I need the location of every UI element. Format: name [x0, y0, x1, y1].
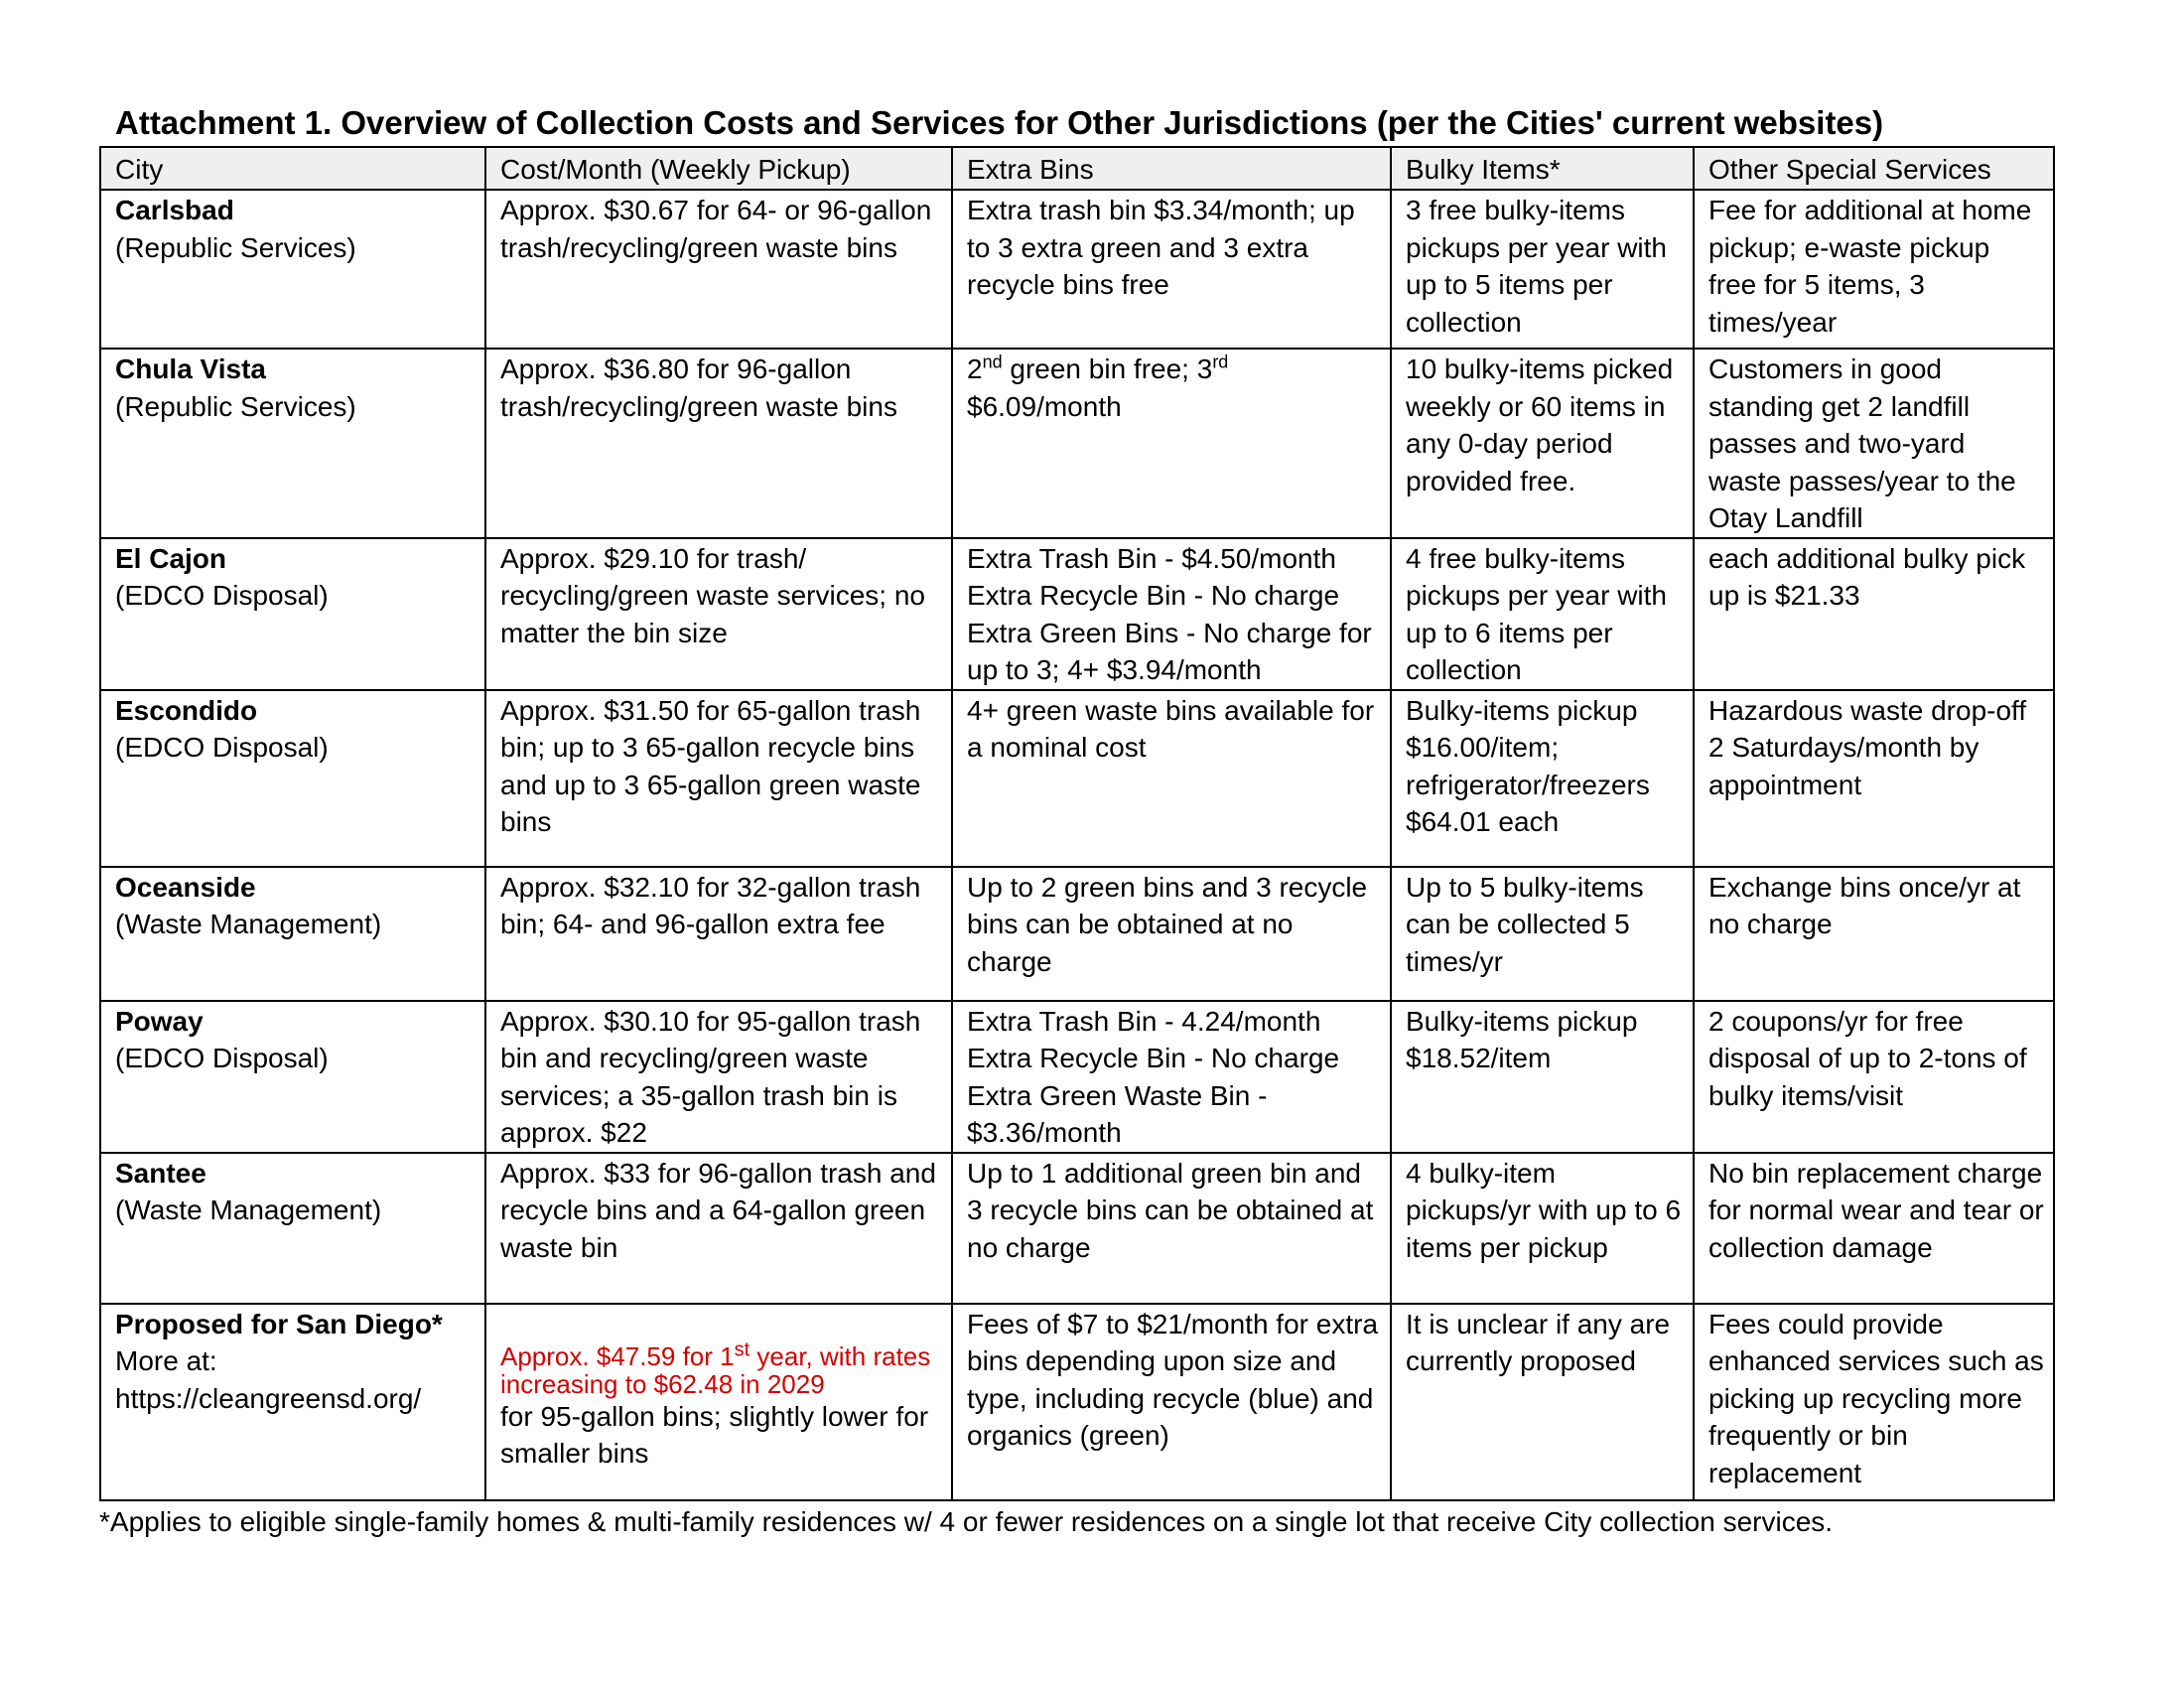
extra-bins-text: green bin free; 3 [1002, 353, 1213, 384]
table-row [100, 867, 2054, 1001]
extra-bins-line: Extra Green Waste Bin - $3.36/month [967, 1079, 1268, 1148]
bulky-items-line: refrigerator/freezers $64.01 each [1406, 769, 1650, 837]
extra-bins-cell [952, 1001, 1391, 1153]
table-row [100, 1001, 2054, 1153]
document-page [99, 103, 2053, 1539]
city-provider: (Republic Services) [115, 231, 356, 263]
city-cell [100, 190, 485, 349]
special-services-cell: Fee for additional at home pickup; e-waste pickup free for 5 items, 3 times/year [1694, 190, 2054, 349]
table-row [100, 190, 2054, 349]
table-row [100, 349, 2054, 538]
cost-cell: Approx. $32.10 for 32-gallon trash bin; 64- and 96-gallon extra fee [485, 867, 952, 1001]
bulky-items-cell: 4 bulky-item pickups/yr with up to 6 items per pickup [1391, 1153, 1694, 1304]
cost-cell: Approx. $36.80 for 96-gallon trash/recycling/green waste bins [485, 349, 952, 538]
special-services-cell: Customers in good standing get 2 landfill passes and two-yard waste passes/year to the Otay Landfill [1694, 349, 2054, 538]
city-name: El Cajon [115, 542, 227, 574]
city-cell [100, 1001, 485, 1153]
more-at-label: More at: [115, 1345, 217, 1376]
city-name: Proposed for San Diego* [115, 1308, 443, 1339]
bulky-items-cell: 3 free bulky-items pickups per year with up to 5 items per collection [1391, 190, 1694, 349]
city-name: Carlsbad [115, 195, 234, 225]
city-provider: (EDCO Disposal) [115, 580, 329, 611]
city-provider: (Republic Services) [115, 390, 356, 422]
extra-bins-line: Extra Recycle Bin - No charge [967, 1043, 1340, 1073]
collection-costs-table [99, 146, 2055, 1501]
extra-bins-line: Extra Trash Bin - $4.50/month [967, 542, 1336, 574]
extra-bins-line: Extra Recycle Bin - No charge [967, 580, 1340, 611]
cost-cell: Approx. $31.50 for 65-gallon trash bin; up to 3 65-gallon recycle bins and up to 3 65-gallon green waste bins [485, 690, 952, 867]
extra-bins-line: Extra Green Bins - No charge for up to 3; 4+ $3.94/month [967, 617, 1372, 685]
header-city: City [100, 147, 485, 190]
footnote: *Applies to eligible single-family homes & multi-family residences w/ 4 or fewer residences on a single lot that receive City collection services. [99, 1505, 1834, 1537]
city-name: Oceanside [115, 871, 256, 903]
city-name: Poway [115, 1005, 204, 1037]
city-cell [100, 1153, 485, 1304]
special-services-cell [1694, 690, 2054, 867]
city-cell [100, 690, 485, 867]
proposed-cost-text: for 95-gallon bins; slightly lower for smaller bins [500, 1400, 929, 1469]
proposed-rate-text: Approx. $47.59 for 1 [500, 1340, 735, 1371]
header-cost: Cost/Month (Weekly Pickup) [485, 147, 952, 190]
extra-bins-cell: Up to 2 green bins and 3 recycle bins can be obtained at no charge [952, 867, 1391, 1001]
bulky-items-cell [1391, 690, 1694, 867]
ordinal-suffix: rd [1212, 352, 1229, 372]
city-provider: (EDCO Disposal) [115, 732, 329, 763]
extra-bins-cell: Extra trash bin $3.34/month; up to 3 extra green and 3 extra recycle bins free [952, 190, 1391, 349]
table-row-proposed [100, 1304, 2054, 1500]
special-services-cell: No bin replacement charge for normal wear and tear or collection damage [1694, 1153, 2054, 1304]
bulky-items-cell: Up to 5 bulky-items can be collected 5 times/yr [1391, 867, 1694, 1001]
cost-cell [485, 1304, 952, 1500]
city-cell [100, 1304, 485, 1500]
city-cell [100, 538, 485, 690]
document-title: Attachment 1. Overview of Collection Costs and Services for Other Jurisdictions (per the Cities' current websites) [115, 104, 1884, 141]
special-services-line: Hazardous waste drop-off [1708, 694, 2027, 726]
header-special-services: Other Special Services [1694, 147, 2054, 190]
bulky-items-cell: 4 free bulky-items pickups per year with up to 6 items per collection [1391, 538, 1694, 690]
cost-cell: Approx. $30.67 for 64- or 96-gallon trash/recycling/green waste bins [485, 190, 952, 349]
table-row [100, 538, 2054, 690]
cleangreensd-link[interactable]: https://cleangreensd.org/ [115, 1382, 422, 1414]
city-provider: (Waste Management) [115, 1195, 382, 1225]
extra-bins-cell [952, 538, 1391, 690]
extra-bins-line: Extra Trash Bin - 4.24/month [967, 1005, 1321, 1037]
city-name: Chula Vista [115, 353, 266, 384]
special-services-cell: 2 coupons/yr for free disposal of up to 2-tons of bulky items/visit [1694, 1001, 2054, 1153]
city-cell [100, 867, 485, 1001]
city-provider: (Waste Management) [115, 909, 382, 939]
city-provider: (EDCO Disposal) [115, 1043, 329, 1073]
table-row [100, 1153, 2054, 1304]
table-row [100, 690, 2054, 867]
extra-bins-cell: Fees of $7 to $21/month for extra bins depending upon size and type, including recycle (blue) and organics (green) [952, 1304, 1391, 1500]
ordinal-suffix: nd [982, 352, 1003, 372]
header-bulky-items: Bulky Items* [1391, 147, 1694, 190]
cost-cell: Approx. $30.10 for 95-gallon trash bin and recycling/green waste services; a 35-gallon trash bin is approx. $22 [485, 1001, 952, 1153]
special-services-cell: Exchange bins once/yr at no charge [1694, 867, 2054, 1001]
table-header-row [100, 147, 2054, 190]
bulky-items-cell: 10 bulky-items picked weekly or 60 items in any 0-day period provided free. [1391, 349, 1694, 538]
bulky-items-cell: It is unclear if any are currently proposed [1391, 1304, 1694, 1500]
cost-cell: Approx. $29.10 for trash/ recycling/green waste services; no matter the bin size [485, 538, 952, 690]
extra-bins-cell: Up to 1 additional green bin and 3 recycle bins can be obtained at no charge [952, 1153, 1391, 1304]
proposed-rate-note [500, 1337, 943, 1399]
special-services-cell: Fees could provide enhanced services such as picking up recycling more frequently or bin replacement [1694, 1304, 2054, 1500]
cost-cell: Approx. $33 for 96-gallon trash and recycle bins and a 64-gallon green waste bin [485, 1153, 952, 1304]
city-name: Santee [115, 1157, 206, 1189]
special-services-line: 2 Saturdays/month by appointment [1708, 732, 1979, 800]
proposed-rate-text: year, with rates increasing to $62.48 in 2029 [500, 1340, 931, 1399]
extra-bins-text: 2 [967, 353, 983, 384]
bulky-items-line: Bulky-items pickup $16.00/item; [1406, 694, 1638, 763]
extra-bins-cell: 4+ green waste bins available for a nominal cost [952, 690, 1391, 867]
bulky-items-cell: Bulky-items pickup $18.52/item [1391, 1001, 1694, 1153]
extra-bins-text: $6.09/month [967, 390, 1122, 422]
header-extra-bins: Extra Bins [952, 147, 1391, 190]
special-services-cell: each additional bulky pick up is $21.33 [1694, 538, 2054, 690]
ordinal-suffix: st [734, 1337, 751, 1360]
city-cell [100, 349, 485, 538]
city-name: Escondido [115, 694, 258, 726]
extra-bins-cell [952, 349, 1391, 538]
